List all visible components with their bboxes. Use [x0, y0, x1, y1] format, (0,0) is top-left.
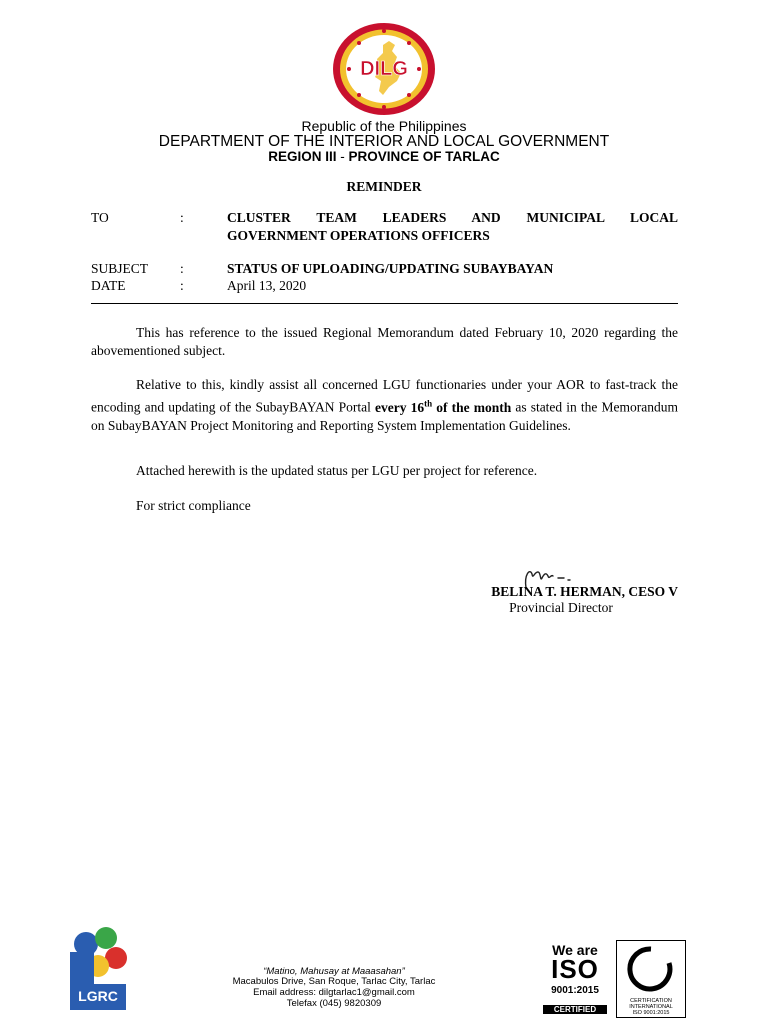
body-paragraph-2-text-a: Relative to this, kindly assist all concerned LGU functionaries under your AOR to fast-track the encoding and updating of the SubayBAYAN Portal [91, 377, 678, 415]
subject-value: STATUS OF UPLOADING/UPDATING SUBAYBAYAN [227, 261, 554, 276]
date-value: April 13, 2020 [227, 278, 307, 293]
iso-certified: CERTIFIED [543, 1005, 607, 1014]
cert-line-1: CERTIFICATION [630, 998, 672, 1004]
body-paragraph-4: For strict compliance [136, 498, 251, 513]
header-region-number: REGION III [268, 149, 337, 164]
body-paragraph-2 [91, 376, 678, 435]
to-colon: : [180, 210, 184, 225]
lgrc-label: LGRC [78, 988, 118, 1004]
to-value-line2: GOVERNMENT OPERATIONS OFFICERS [227, 228, 490, 243]
signatory-name: BELINA T. HERMAN, CESO V [491, 584, 678, 599]
dilg-seal-logo [331, 21, 437, 117]
subject-colon: : [180, 261, 184, 276]
signatory-title: Provincial Director [509, 600, 613, 615]
body-paragraph-2-emphasis [375, 400, 511, 415]
header-region-separator: - [336, 149, 349, 164]
cert-line-2: INTERNATIONAL [629, 1004, 673, 1010]
emphasis-superscript: th [424, 398, 433, 408]
dilg-seal-text: DILG [360, 58, 408, 80]
certification-ring-icon [617, 941, 685, 997]
to-value-line1: CLUSTER TEAM LEADERS AND MUNICIPAL LOCAL [227, 210, 678, 225]
header-province: PROVINCE OF TARLAC [348, 149, 500, 164]
emphasis-of-the-month: of the month [432, 399, 512, 415]
header-divider [91, 303, 678, 304]
date-label: DATE [91, 278, 126, 293]
footer-motto: “Matino, Mahusay at Maaasahan” [263, 966, 405, 977]
header-republic: Republic of the Philippines [301, 118, 467, 134]
footer-telefax: Telefax (045) 9820309 [286, 998, 382, 1009]
footer-address: Macabulos Drive, San Roque, Tarlac City, Tarlac [232, 976, 436, 987]
to-label: TO [91, 210, 109, 225]
cert-line-3: ISO 9001:2015 [632, 1010, 670, 1016]
emphasis-every-16: every 16 [375, 399, 425, 415]
footer-email: Email address: dilgtarlac1@gmail.com [253, 987, 415, 998]
date-colon: : [180, 278, 184, 293]
iso-standard: 9001:2015 [551, 985, 599, 996]
iso-title: ISO [551, 954, 599, 984]
subject-label: SUBJECT [91, 261, 149, 276]
body-paragraph-2-text-c: as stated in the Memorandum on SubayBAYAN Project Monitoring and Reporting System Implementation Guidelines. [91, 399, 678, 433]
header-region [0, 149, 768, 164]
document-title: REMINDER [346, 179, 422, 194]
body-paragraph-1: This has reference to the issued Regional Memorandum dated February 10, 2020 regarding the abovementioned subject. [91, 325, 678, 358]
header-department: DEPARTMENT OF THE INTERIOR AND LOCAL GOVERNMENT [158, 133, 610, 150]
iso-we-are: We are [552, 942, 598, 958]
body-paragraph-3: Attached herewith is the updated status per LGU per project for reference. [136, 463, 538, 478]
